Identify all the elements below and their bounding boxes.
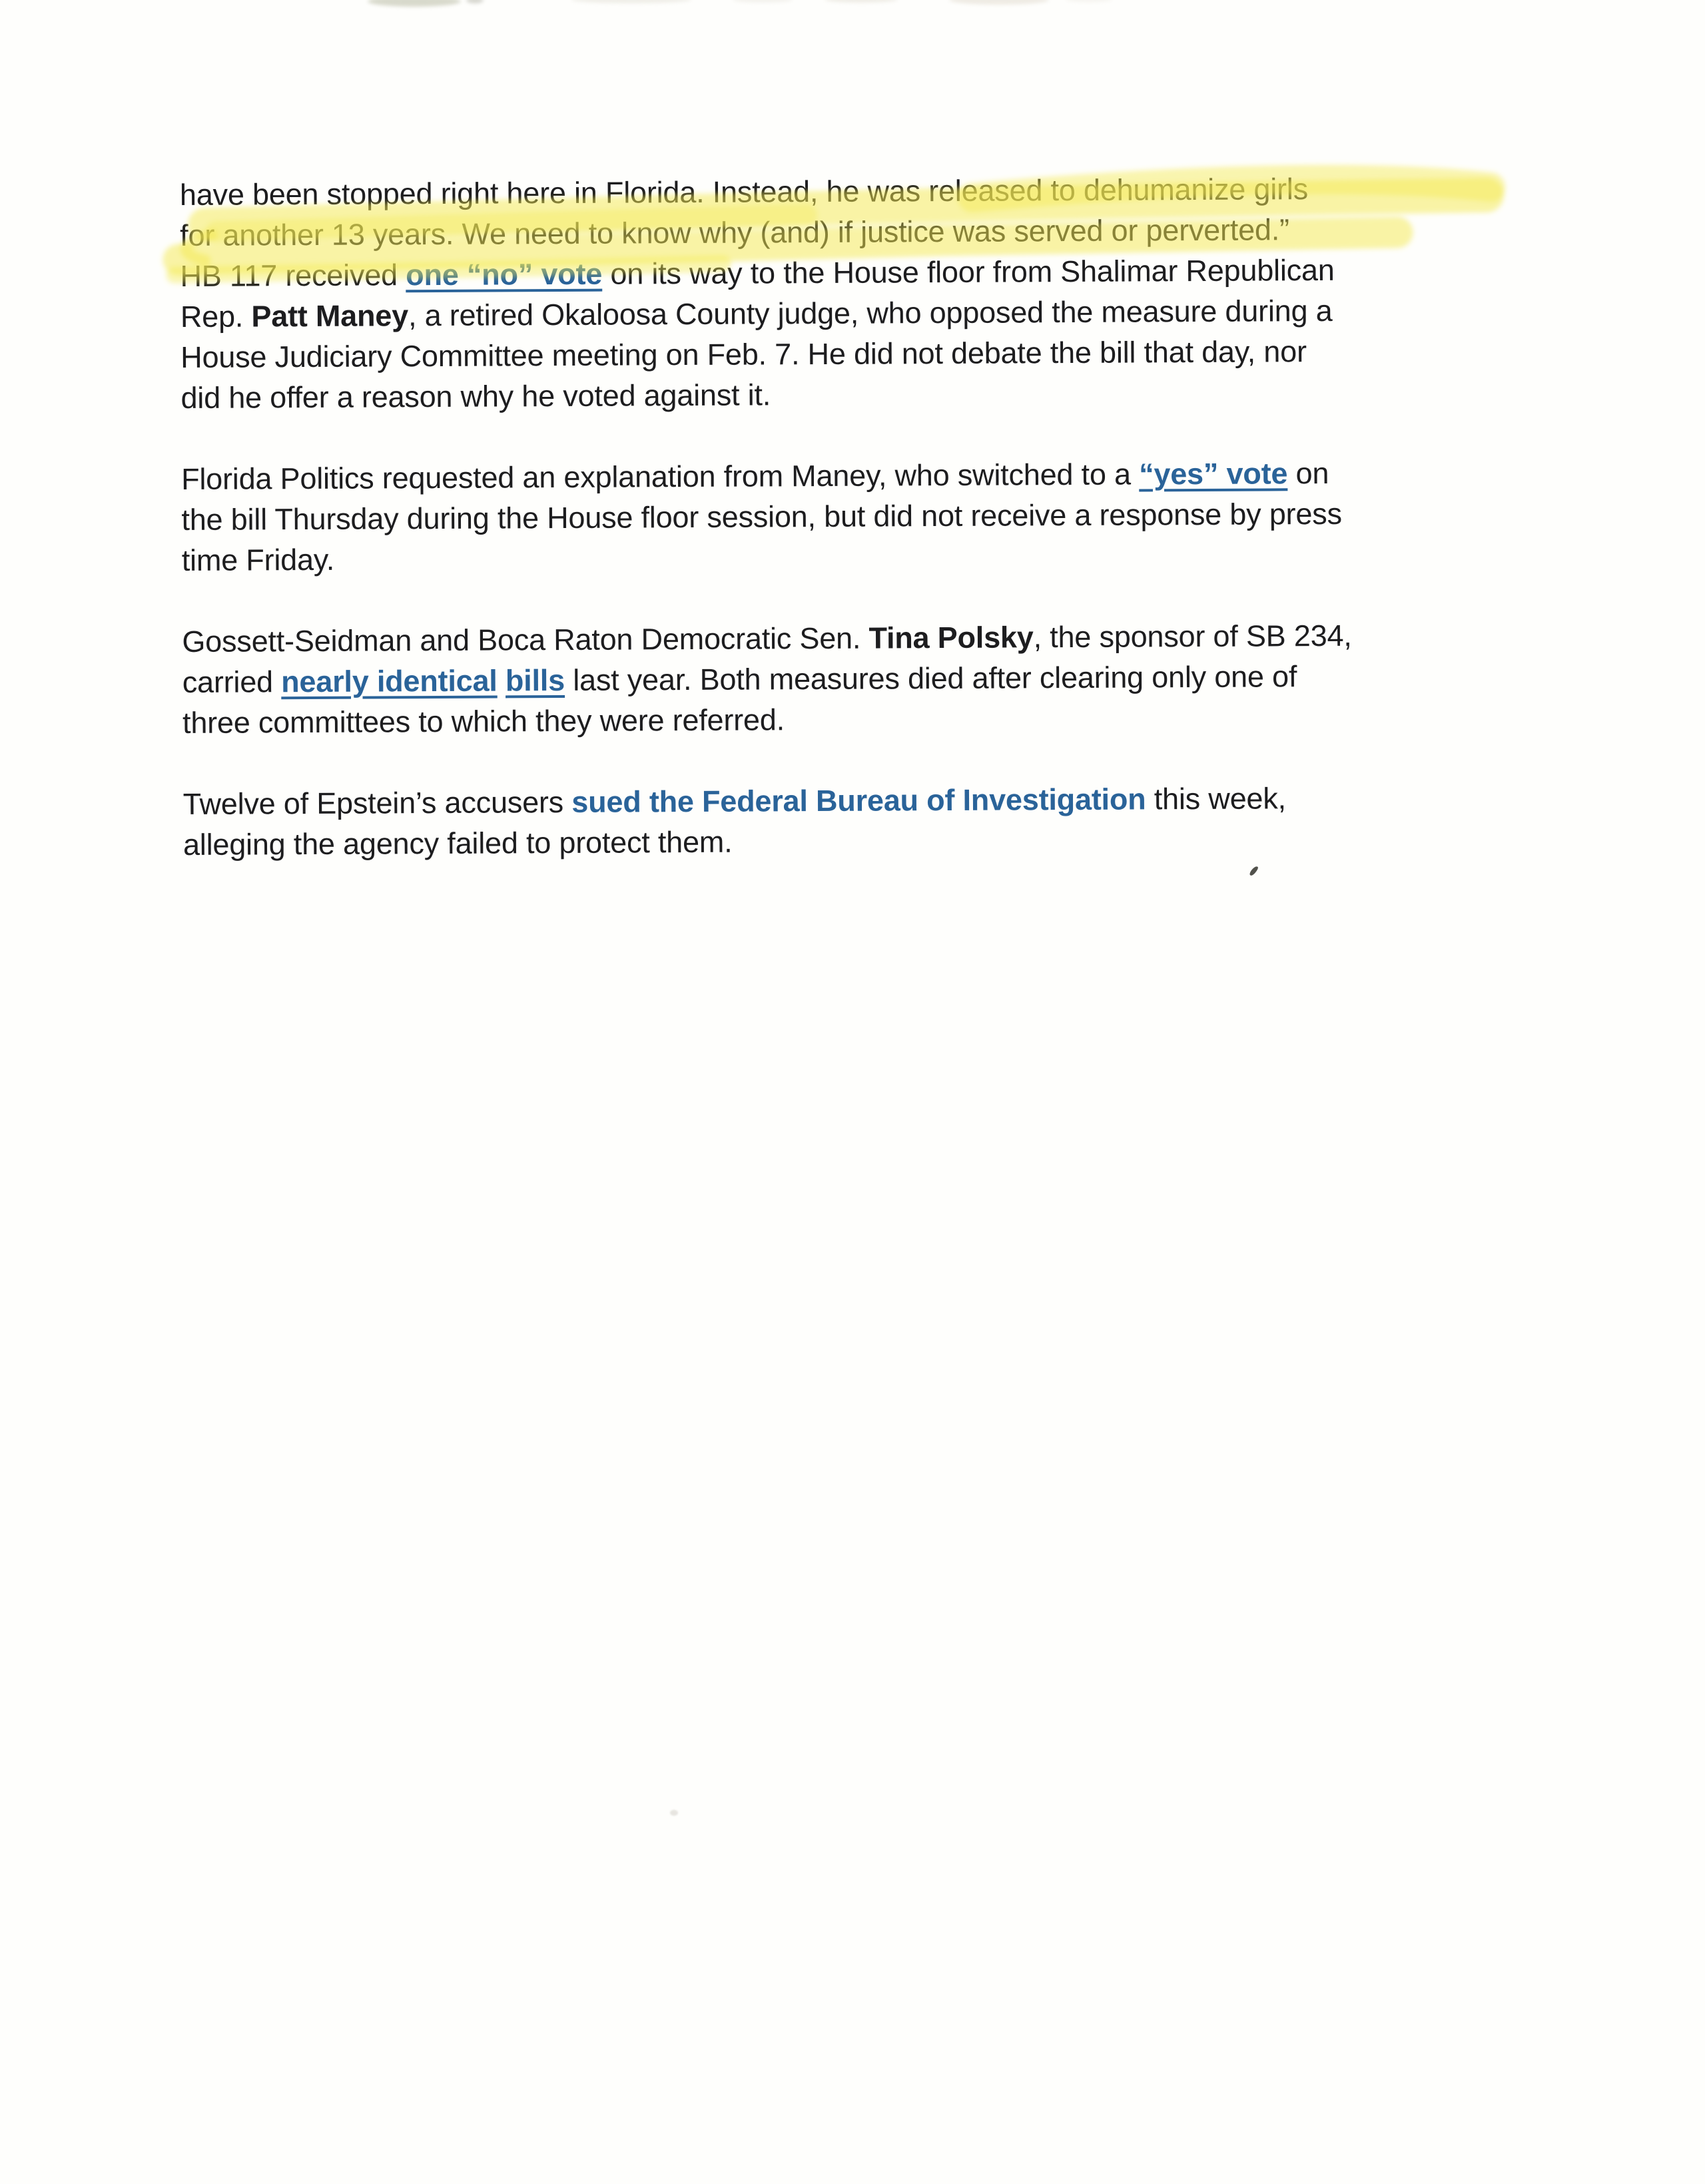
text-run: three committees to which they were referred. <box>182 702 785 740</box>
bold-name: Tina Polsky <box>868 620 1034 655</box>
hyperlink[interactable]: “yes” vote <box>1139 456 1288 491</box>
text-run: this week, <box>1146 781 1287 816</box>
text-run: Gossett-Seidman and Boca Raton Democratic Sen. <box>182 621 869 659</box>
text-line <box>182 533 1580 581</box>
text-run: on <box>1287 455 1329 491</box>
text-line <box>180 289 1579 337</box>
text-line <box>182 655 1581 702</box>
hyperlink[interactable]: nearly identical <box>281 663 498 699</box>
text-line <box>180 248 1578 296</box>
paragraph <box>181 451 1580 581</box>
text-run: have been stopped right here in Florida. Instead, he was released to dehumanize girls <box>179 172 1309 212</box>
text-line <box>181 451 1580 499</box>
text-line <box>183 776 1582 824</box>
paragraph <box>182 614 1581 743</box>
text-run: HB 117 received <box>180 258 406 293</box>
text-line <box>181 492 1580 540</box>
text-line <box>182 695 1581 743</box>
hyperlink[interactable]: bills <box>505 663 565 698</box>
hyperlink[interactable]: one “no” vote <box>406 256 603 292</box>
text-line <box>183 817 1582 865</box>
text-run: last year. Both measures died after clearing only one of <box>564 659 1297 697</box>
text-run: carried <box>182 665 282 699</box>
paragraph <box>183 776 1582 865</box>
text-run: Florida Politics requested an explanation from Maney, who switched to a <box>181 457 1140 496</box>
article-text <box>180 167 1582 906</box>
text-line <box>182 614 1580 662</box>
text-run: , the sponsor of SB 234, <box>1033 618 1352 655</box>
text-run: Twelve of Epstein’s accusers <box>182 784 572 821</box>
text-run: Rep. <box>180 299 252 334</box>
text-run: on its way to the House floor from Shalimar Republican <box>601 252 1335 291</box>
text-run: alleging the agency failed to protect them. <box>182 824 733 862</box>
text-line <box>180 208 1578 256</box>
text-run: the bill Thursday during the House floor session, but did not receive a response by press <box>181 496 1342 537</box>
text-run: for another 13 years. We need to know why (and) if justice was served or perverted.” <box>180 212 1290 252</box>
text-line <box>180 330 1579 378</box>
text-run: House Judiciary Committee meeting on Feb. 7. He did not debate the bill that day, nor <box>180 334 1307 374</box>
paragraph <box>180 167 1580 418</box>
bold-name: Patt Maney <box>251 298 409 334</box>
text-run: did he offer a reason why he voted against it. <box>180 378 771 415</box>
text-run <box>497 663 506 697</box>
text-line <box>180 167 1578 215</box>
text-line <box>180 370 1579 418</box>
text-run: , a retired Okaloosa County judge, who opposed the measure during a <box>408 293 1333 333</box>
hyperlink[interactable]: sued the Federal Bureau of Investigation <box>571 782 1146 819</box>
text-run: time Friday. <box>181 542 335 577</box>
